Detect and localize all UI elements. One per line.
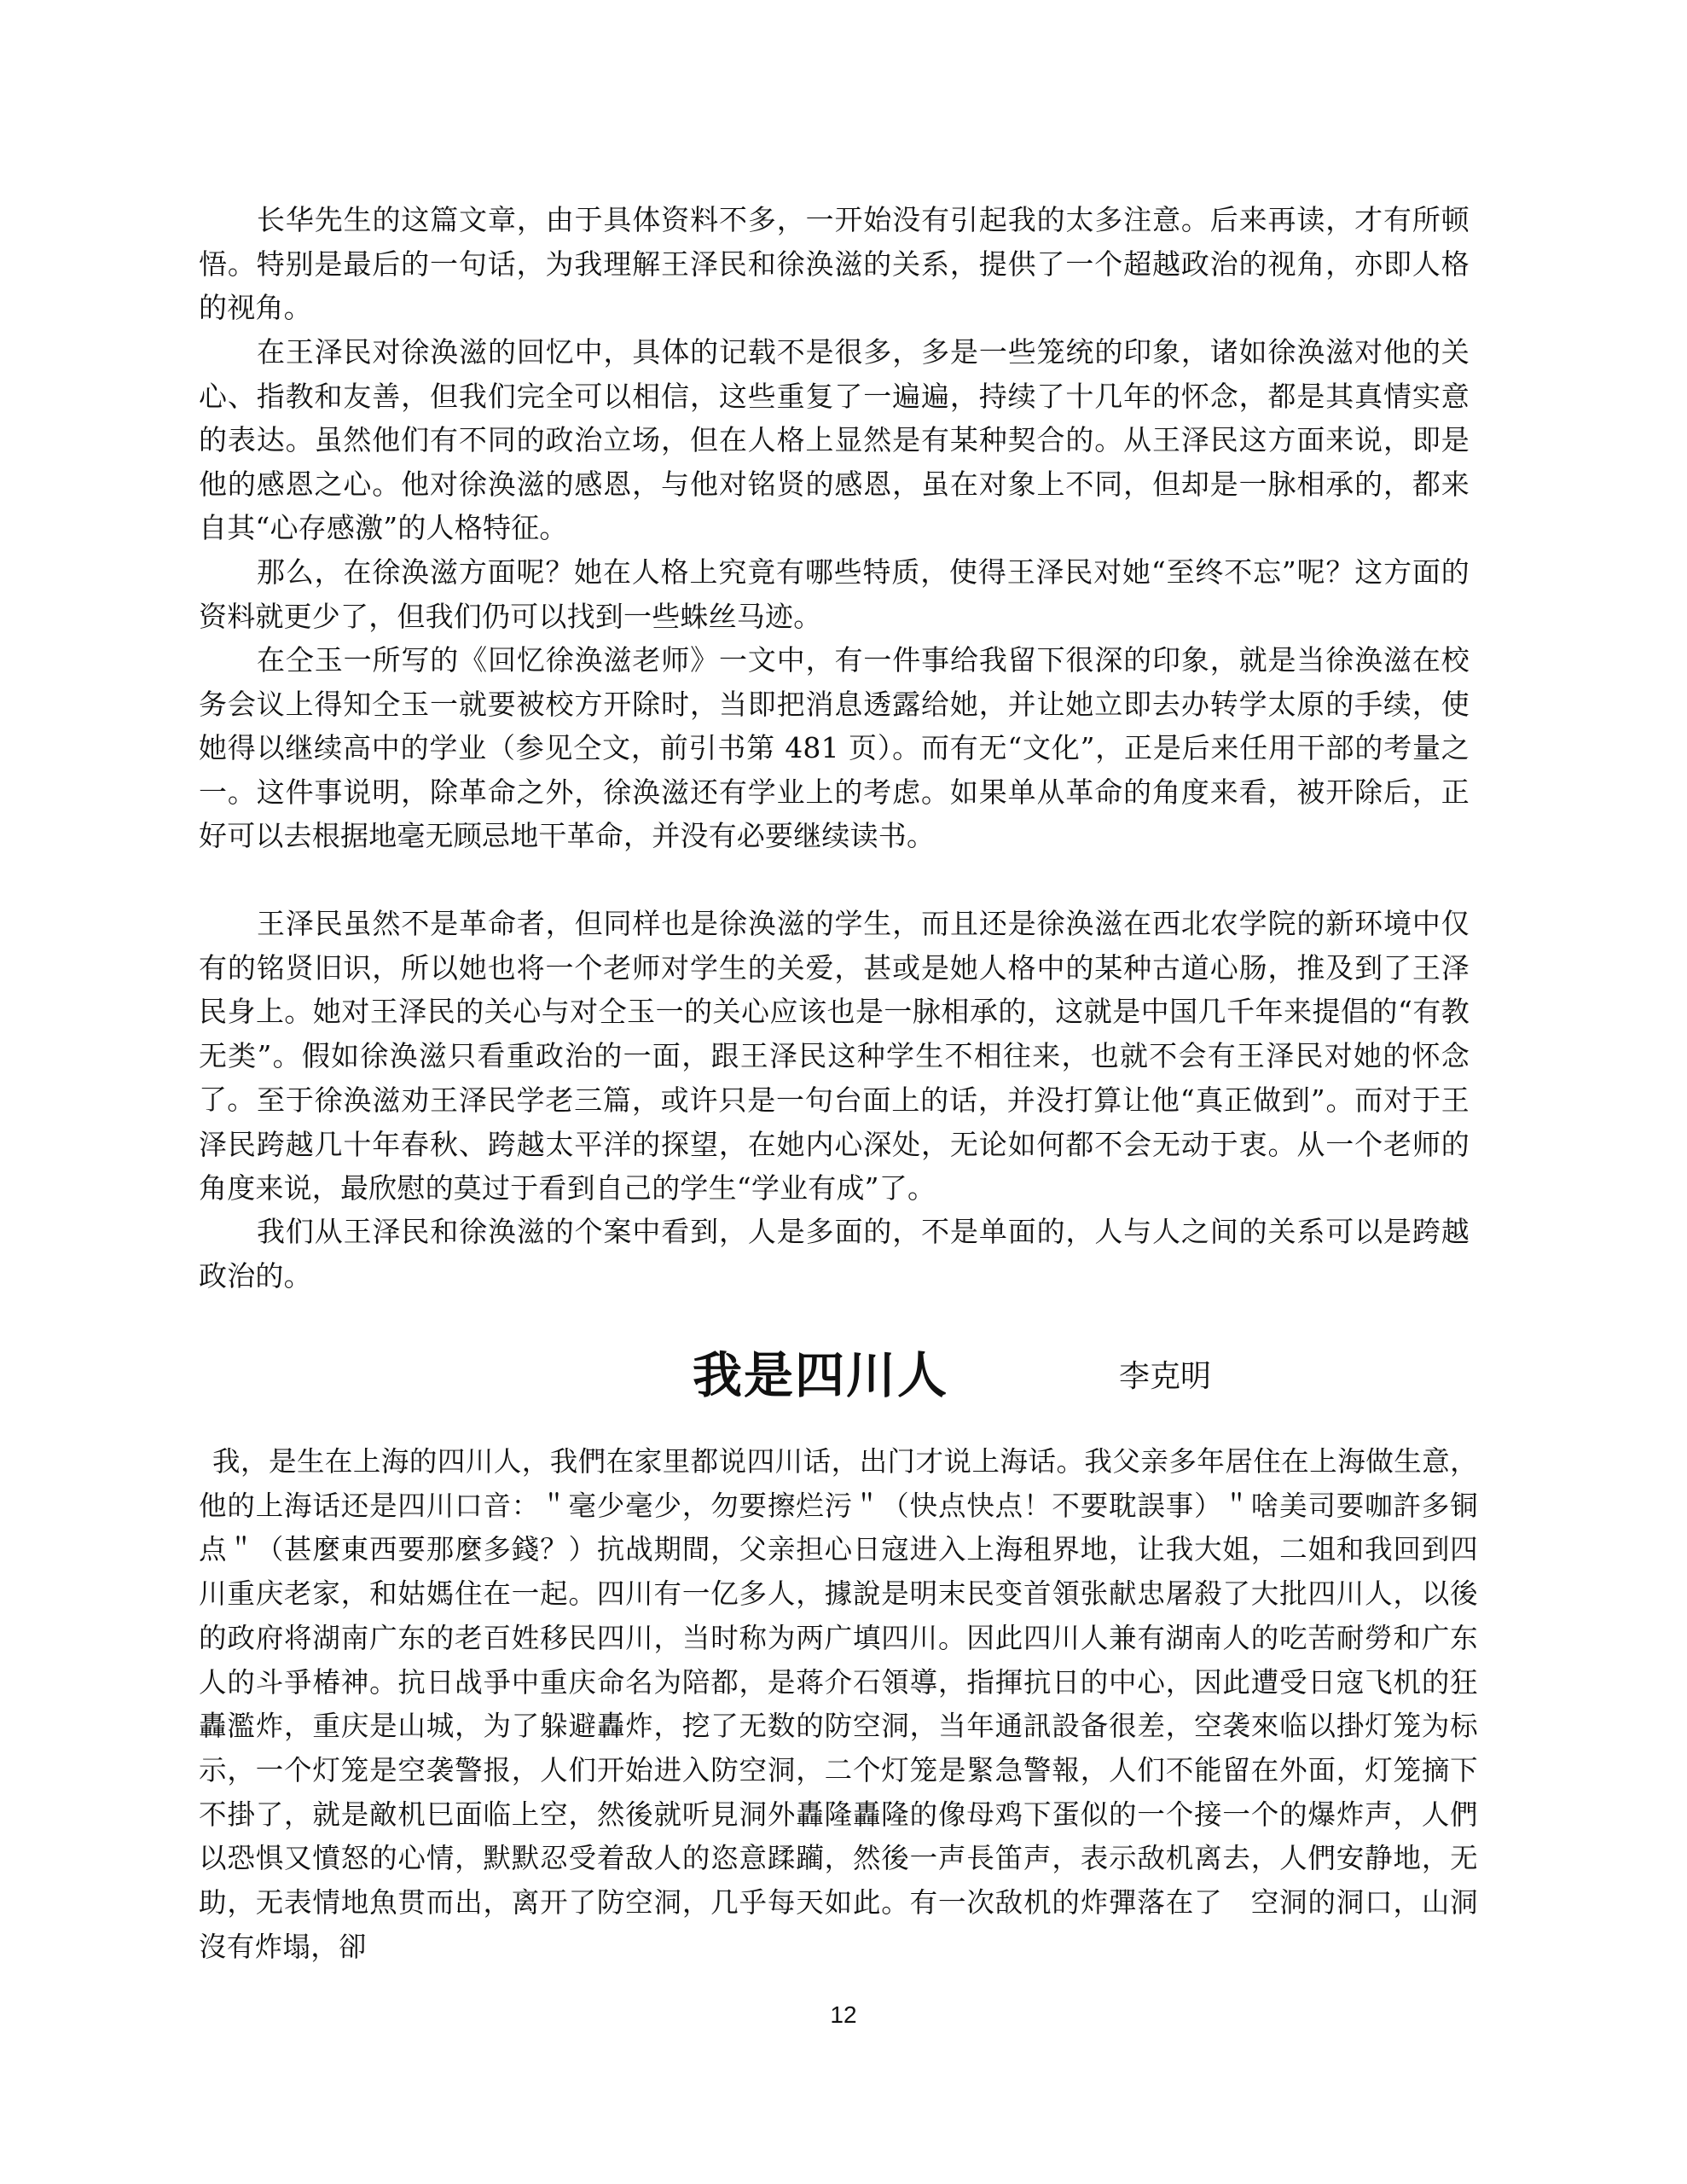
- article-paragraph-5: 王泽民虽然不是革命者，但同样也是徐涣滋的学生，而且还是徐涣滋在西北农学院的新环境中仅有的铭贤旧识，所以她也将一个老师对学生的关爱，甚或是她人格中的某种古道心肠，推及到了王泽民身上。她对王泽民的关心与对仝玉一的关心应该也是一脉相承的，这就是中国几千年来提倡的“有教无类”。假如徐涣滋只看重政治的一面，跟王泽民这种学生不相往来，也就不会有王泽民对她的怀念了。: [199, 907, 1470, 1116]
- article-paragraph-3: 那么，在徐涣滋方面呢？她在人格上究竟有哪些特质，使得王泽民对她“至终不忘”呢？这方面的资料就更少了，但我们仍可以找到一些蛛丝马迹。: [199, 555, 1470, 633]
- essay-author: 李克明: [1119, 1359, 1212, 1394]
- essay-heading: [0, 1341, 1687, 1418]
- article-paragraph-4: 在仝玉一所写的《回忆徐涣滋老师》一文中，有一件事给我留下很深的印象，就是当徐涣滋在校务会议上得知仝玉一就要被校方开除时，当即把消息透露给她，并让她立即去办转学太原的手续，使她得以继续高中的学业（参见仝文，前引书第 481 页）。而有无“文化”，正是后来任用干部的考量之一。这件事说明，除革命之外，徐涣滋还有学业上的考虑。如果单从革命的角度来看，被开除后，正好可以去根据地毫无顾忌地干革命，并没有必要继续读书。: [199, 643, 1470, 852]
- page-number: 12: [830, 2001, 857, 2028]
- article-paragraph-6: 至于徐涣滋劝王泽民学老三篇，或许只是一句台面上的话，并没打算让他“真正做到”。而对于王泽民跨越几十年春秋、跨越太平洋的探望，在她内心深处，无论如何都不会无动于衷。从一个老师的角度来说，最欣慰的莫过于看到自己的学生“学业有成”了。: [199, 1083, 1470, 1205]
- article-paragraph-7: 我们从王泽民和徐涣滋的个案中看到，人是多面的，不是单面的，人与人之间的关系可以是跨越政治的。: [199, 1215, 1470, 1292]
- article-paragraph-2: 在王泽民对徐涣滋的回忆中，具体的记载不是很多，多是一些笼统的印象，诸如徐涣滋对他的关心、指教和友善，但我们完全可以相信，这些重复了一遍遍，持续了十几年的怀念，都是其真情实意的表达。虽然他们有不同的政治立场，但在人格上显然是有某种契合的。从王泽民这方面来说，即是他的感恩之心。他对徐涣滋的感恩，与他对铭贤的感恩，虽在对象上不同，但却是一脉相承的，都来自其“心存感激”的人格特征。: [199, 335, 1470, 544]
- article-paragraph-1: 长华先生的这篇文章，由于具体资料不多，一开始没有引起我的太多注意。后来再读，才有所顿悟。特别是最后的一句话，为我理解王泽民和徐涣滋的关系，提供了一个超越政治的视角，亦即人格的视角。: [199, 203, 1470, 324]
- essay-body: 我，是生在上海的四川人，我們在家里都说四川话，出门才说上海话。我父亲多年居住在上海做生意，他的上海话还是四川口音：＂毫少毫少，勿要擦烂污＂（快点快点！不要耽誤事）＂啥美司要咖許多铜点＂（甚麼東西要那麼多錢？）抗战期間，父亲担心日寇进入上海租界地，让我大姐，二姐和我回到四川重庆老家，和姑媽住在一起。四川有一亿多人，據說是明末民变首領张献忠屠殺了大批四川人，以後的政府将湖南广东的老百姓移民四川，当时称为两广填四川。因此四川人兼有湖南人的吃苦耐勞和广东人的斗爭椿神。抗日战爭中重庆命名为陪都，是蒋介石領導，指揮抗日的中心，因此遭受日寇飞机的狂轟濫炸，重庆是山城，为了躲避轟炸，挖了无数的防空洞，当年通訊設备很差，空袭來临以掛灯笼为标示，一个灯笼是空袭警报，人们开始进入防空洞，二个灯笼是緊急警報，人们不能留在外面，灯笼摘下不掛了，就是敵机巳面临上空，然後就听見洞外轟隆轟隆的像母鸡下蛋似的一个接一个的爆炸声，人們以恐惧又憤怒的心情，默默忍受着敌人的恣意蹂躏，然後一声長笛声，表示敌机离去，人們安静地，无助，无表情地魚贯而出，离开了防空洞，几乎每天如此。有一次敌机的炸彈落在了 空洞的洞口，山洞沒有炸塌，卻: [199, 1445, 1478, 1963]
- essay-title: 我是四川人: [693, 1346, 949, 1404]
